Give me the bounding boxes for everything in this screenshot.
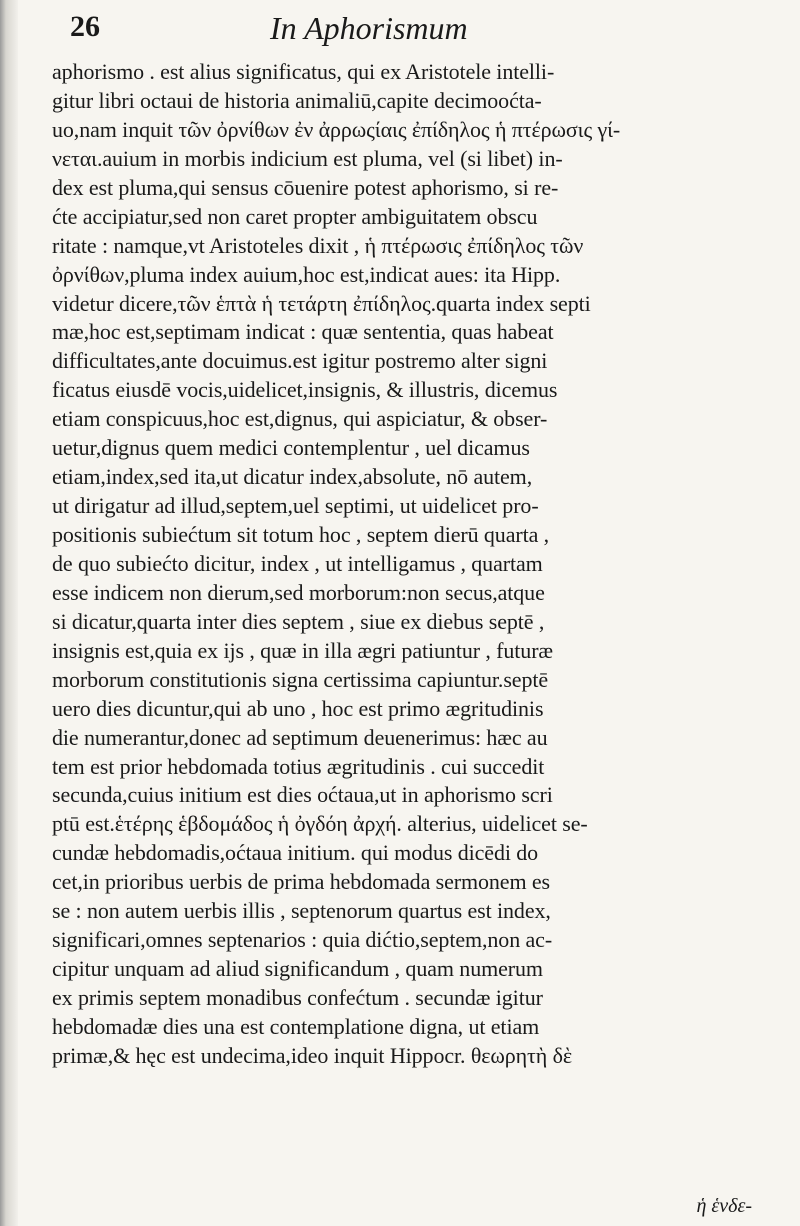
text-line: cundæ hebdomadis,oćtaua initium. qui modus dicēdi do xyxy=(52,840,539,866)
text-line: ćte accipiatur,sed non caret propter ambiguitatem obscu xyxy=(52,203,538,229)
text-line: uetur,dignus quem medici contemplentur , uel dicamus xyxy=(52,435,530,461)
text-line: ex primis septem monadibus confećtum . secundæ igitur xyxy=(52,985,543,1010)
text-line: difficultates,ante docuimus.est igitur postremo alter signi xyxy=(52,348,548,374)
text-line: ὀρνίθων,pluma index auium,hoc est,indicat aues: ita Hipp. xyxy=(52,261,561,287)
text-line: se : non autem uerbis illis , septenorum quartus est index, xyxy=(52,898,551,924)
text-line: dex est pluma,qui sensus cōuenire potest aphorismo, si re- xyxy=(52,174,559,200)
text-line: cipitur unquam ad aliud significandum , quam numerum xyxy=(52,956,543,982)
text-line: gitur libri octaui de historia animaliū,capite decimooćta- xyxy=(52,87,542,113)
page-number: 26 xyxy=(70,10,100,43)
running-head xyxy=(70,10,770,50)
text-line: positionis subiećtum sit totum hoc , septem dierū quarta , xyxy=(52,522,550,547)
text-line: νεται.auium in morbis indicium est pluma, vel (si libet) in- xyxy=(52,145,563,171)
catchword: ἡ ἑνδε- xyxy=(696,1195,752,1217)
text-line: si dicatur,quarta inter dies septem , siue ex diebus septē , xyxy=(52,608,545,634)
text-line: videtur dicere,τῶν ἑπτὰ ἡ τετάρτη ἐπίδηλος.quarta index septi xyxy=(52,290,591,316)
text-line: hebdomadæ dies una est contemplatione digna, ut etiam xyxy=(52,1013,540,1039)
text-line: morborum constitutionis signa certissima capiuntur.septē xyxy=(52,666,549,692)
text-line: insignis est,quia ex ijs , quæ in illa ægri patiuntur , futuræ xyxy=(52,637,553,663)
text-line: uo,nam inquit τῶν ὀρνίθων ἐν ἀρρωςίαις ἐπίδηλος ἡ πτέρωσις γί- xyxy=(52,116,621,142)
text-line: ritate : namque,vt Aristoteles dixit , ἡ πτέρωσις ἐπίδηλος τῶν xyxy=(52,232,584,258)
text-line: aphorismo . est alius significatus, qui ex Aristotele intelli- xyxy=(52,59,555,84)
binding-edge xyxy=(0,0,18,1226)
running-title: In Aphorismum xyxy=(270,10,468,46)
text-line: tem est prior hebdomada totius ægritudinis . cui succedit xyxy=(52,753,545,779)
text-line: ptū est.ἑτέρης ἑβδομάδος ἡ ὀγδόη ἀρχή. alterius, uidelicet se- xyxy=(52,811,588,837)
text-line: secunda,cuius initium est dies oćtaua,ut in aphorismo scri xyxy=(52,782,553,808)
text-line: mæ,hoc est,septimam indicat : quæ sententia, quas habeat xyxy=(52,319,554,345)
text-line: de quo subiećto dicitur, index , ut intelligamus , quartam xyxy=(52,550,543,576)
body-text xyxy=(52,58,776,1071)
text-line: significari,omnes septenarios : quia dićtio,septem,non ac- xyxy=(52,927,553,953)
text-line: etiam conspicuus,hoc est,dignus, qui aspiciatur, & obser- xyxy=(52,406,548,432)
text-line: cet,in prioribus uerbis de prima hebdomada sermonem es xyxy=(52,869,551,895)
text-line: etiam,index,sed ita,ut dicatur index,absolute, nō autem, xyxy=(52,464,533,490)
text-line: esse indicem non dierum,sed morborum:non secus,atque xyxy=(52,579,545,605)
text-line: primæ,& hęc est undecima,ideo inquit Hippocr. θεωρητὴ δὲ xyxy=(52,1042,573,1068)
text-line: uero dies dicuntur,qui ab uno , hoc est primo ægritudinis xyxy=(52,695,544,721)
text-line: ficatus eiusdē vocis,uidelicet,insignis, & illustris, dicemus xyxy=(52,377,558,403)
text-line: die numerantur,donec ad septimum deuenerimus: hæc au xyxy=(52,724,548,750)
text-line: ut dirigatur ad illud,septem,uel septimi, ut uidelicet pro- xyxy=(52,493,539,519)
